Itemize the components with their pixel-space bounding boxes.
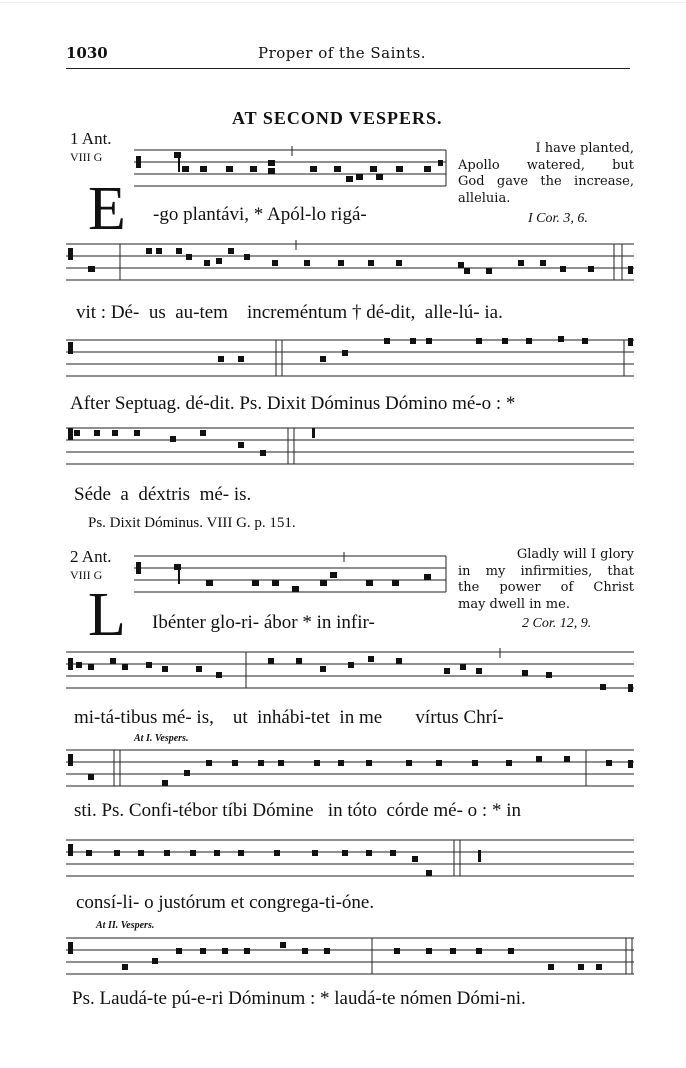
antiphon-number: 1 Ant. [70,129,112,148]
press-mark [0,2,686,3]
lyric-line: Ibénter glo-ri- ábor * in infir- [152,612,375,633]
lyric-line: Séde a déxtris mé- is. [74,484,252,505]
running-title: Proper of the Saints. [258,44,427,62]
page-number: 1030 [66,44,108,62]
antiphon-mode: VIII G [70,150,103,164]
lyric-line: After Septuag. dé-dit. Ps. Dixit Dóminus Dómino mé-o : * [70,393,516,414]
chant-staff [66,836,634,886]
lyric-line: -go plantávi, * Apól-lo rigá- [153,204,367,225]
translation-line: God gave the increase, [458,174,634,189]
translation-line: Gladly will I glory [516,547,634,562]
rubric-cue: At I. Vespers. [134,733,189,744]
antiphon-translation [458,141,634,207]
translation-line: may dwell in me. [458,596,570,612]
chant-staff [66,648,634,698]
section-title: AT SECOND VESPERS. [232,108,443,128]
translation-line: alleluia. [458,190,511,206]
drop-initial: L [88,581,126,649]
lyric-line: mi-tá-tibus mé- is, ut inhábi-tet in me vírtus Chrí- [74,707,504,728]
chant-staff [66,240,634,290]
lyric-line: sti. Ps. Confi-tébor tíbi Dómine in tóto córde mé- o : * in [74,800,521,821]
chant-staff [134,146,446,196]
lyric-line: consí-li- o justórum et congrega-ti-óne. [76,892,375,913]
translation-line: in my infirmities, that [458,563,634,579]
drop-initial: E [88,175,126,243]
chant-staff [66,424,634,474]
chant-staff [134,552,446,602]
chant-staff [66,336,634,386]
translation-line: Apollo watered, but [458,157,634,173]
lyric-line: vit : Dé- us au-tem increméntum † dé-dit, alle-lú- ia. [76,302,503,323]
antiphon-label [70,548,112,584]
antiphon-mode: VIII G [70,568,103,582]
antiphon-label [70,130,112,166]
chant-staff [66,746,634,796]
scripture-reference: I Cor. 3, 6. [528,211,588,226]
chant-staff [66,934,634,984]
translation-line: I have planted, [535,141,634,156]
header-rule [66,68,630,69]
antiphon-translation [458,547,634,613]
psalm-tone-note: Ps. Dixit Dóminus. VIII G. p. 151. [88,515,296,531]
scripture-reference: 2 Cor. 12, 9. [522,616,592,631]
lyric-line: Ps. Laudá-te pú-e-ri Dóminum : * laudá-te nómen Dómi-ni. [72,988,526,1009]
rubric-cue: At II. Vespers. [96,920,155,931]
antiphon-number: 2 Ant. [70,547,112,566]
translation-line: the power of Christ [458,580,634,595]
